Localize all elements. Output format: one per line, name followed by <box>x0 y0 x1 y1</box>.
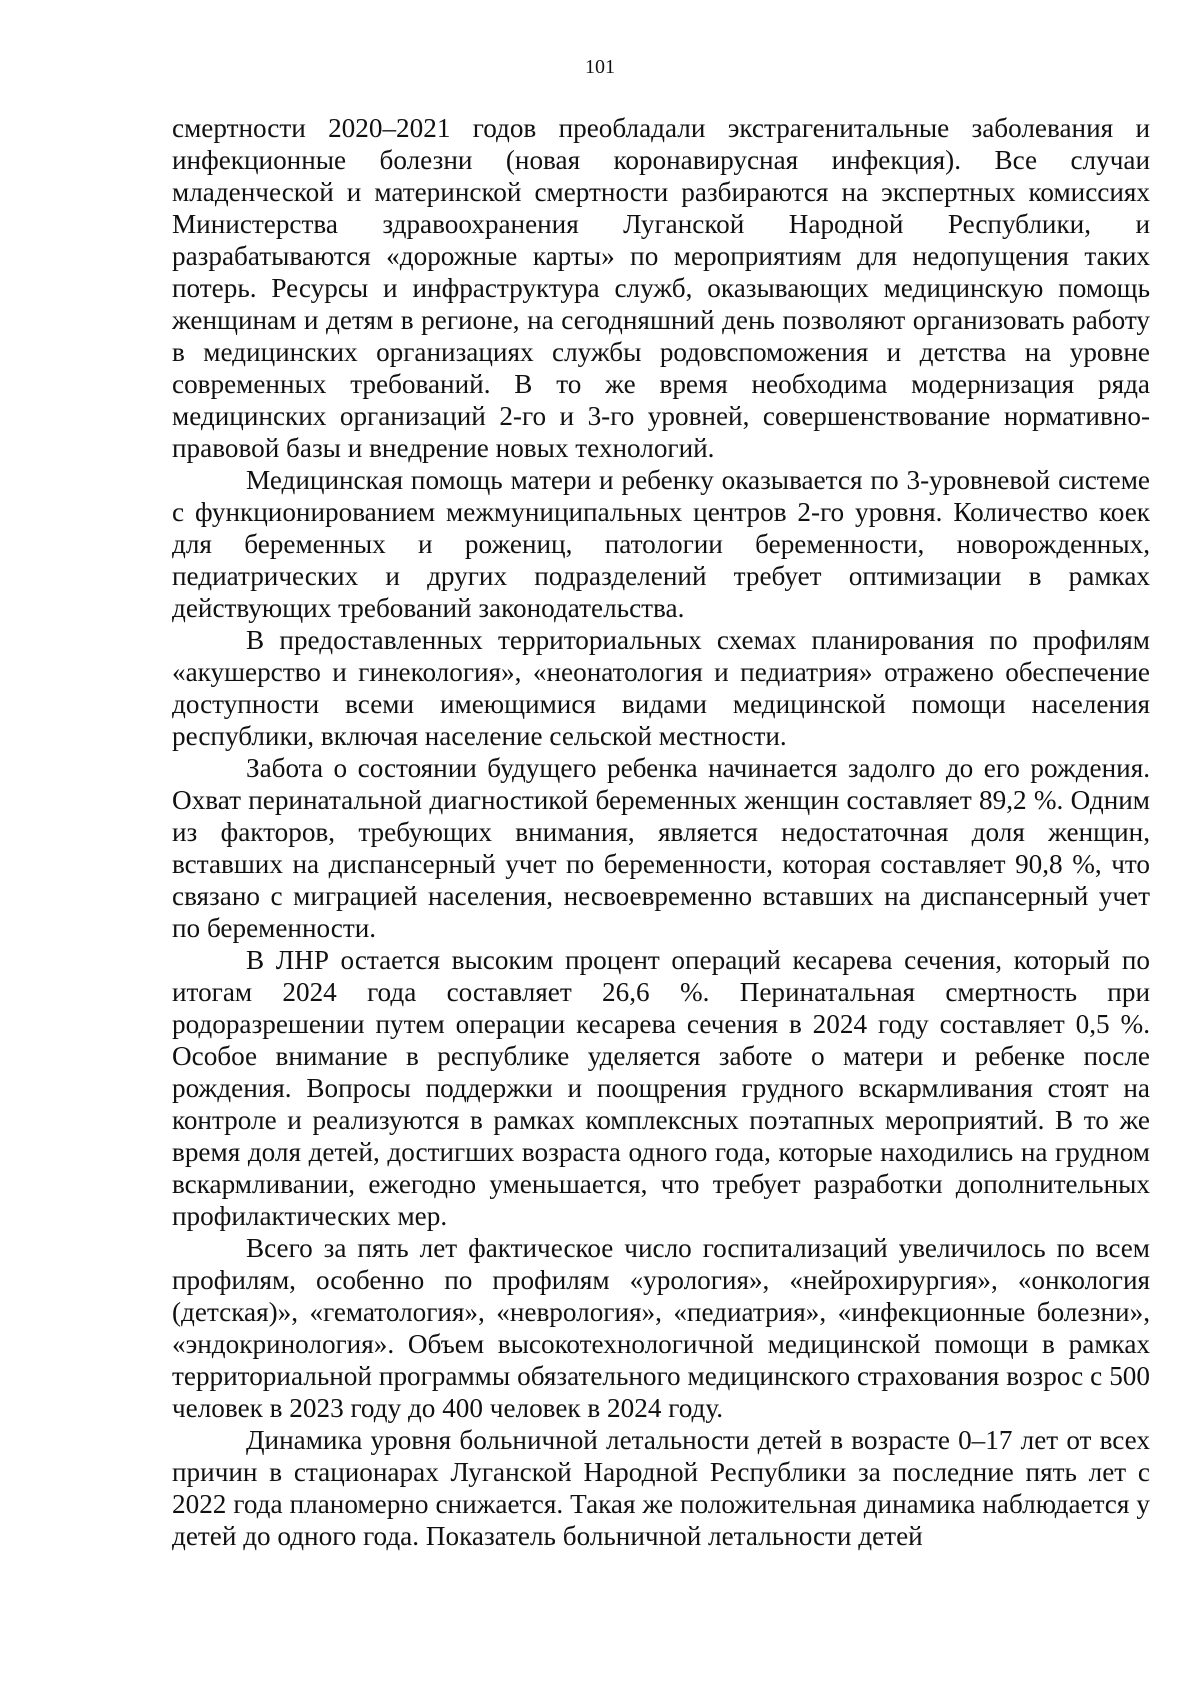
paragraph-5: В ЛНР остается высоким процент операций кесарева сечения, который по итогам 2024 года составляет 26,6 %. Перинатальная смертность при родоразрешении путем операции кесарева сечения в 2024 году составляет 0,5 %. Особое внимание в республике уделяется заботе о матери и ребенке после рождения. Вопросы поддержки и поощрения грудного вскармливания стоят на контроле и реализуются в рамках комплексных поэтапных мероприятий. В то же время доля детей, достигших возраста одного года, которые находились на грудном вскармливании, ежегодно уменьшается, что требует разработки дополнительных профилактических мер. <box>172 945 1150 1231</box>
paragraph-2: Медицинская помощь матери и ребенку оказывается по 3-уровневой системе с функционированием межмуниципальных центров 2-го уровня. Количество коек для беременных и рожениц, патологии беременности, новорожденных, педиатрических и других подразделений требует оптимизации в рамках действующих требований законодательства. <box>172 465 1150 623</box>
paragraph-7: Динамика уровня больничной летальности детей в возрасте 0–17 лет от всех причин в стационарах Луганской Народной Республики за последние пять лет с 2022 года планомерно снижается. Такая же положительная динамика наблюдается у детей до одного года. Показатель больничной летальности детей <box>172 1425 1150 1551</box>
paragraph-1: смертности 2020–2021 годов преобладали экстрагенитальные заболевания и инфекционные болезни (новая коронавирусная инфекция). Все случаи младенческой и материнской смертности разбираются на экспертных комиссиях Министерства здравоохранения Луганской Народной Республики, и разрабатываются «дорожные карты» по мероприятиям для недопущения таких потерь. Ресурсы и инфраструктура служб, оказывающих медицинскую помощь женщинам и детям в регионе, на сегодняшний день позволяют организовать работу в медицинских организациях службы родовспоможения и детства на уровне современных требований. В то же время необходима модернизация ряда медицинских организаций 2-го и 3-го уровней, совершенствование нормативно-правовой базы и внедрение новых технологий. <box>172 113 1150 463</box>
paragraph-3: В предоставленных территориальных схемах планирования по профилям «акушерство и гинекология», «неонатология и педиатрия» отражено обеспечение доступности всеми имеющимися видами медицинской помощи населения республики, включая население сельской местности. <box>172 625 1150 751</box>
paragraph-6: Всего за пять лет фактическое число госпитализаций увеличилось по всем профилям, особенно по профилям «урология», «нейрохирургия», «онкология (детская)», «гематология», «неврология», «педиатрия», «инфекционные болезни», «эндокринология». Объем высокотехнологичной медицинской помощи в рамках территориальной программы обязательного медицинского страхования возрос с 500 человек в 2023 году до 400 человек в 2024 году. <box>172 1233 1150 1423</box>
paragraph-4: Забота о состоянии будущего ребенка начинается задолго до его рождения. Охват перинатальной диагностикой беременных женщин составляет 89,2 %. Одним из факторов, требующих внимания, является недостаточная доля женщин, вставших на диспансерный учет по беременности, которая составляет 90,8 %, что связано с миграцией населения, несвоевременно вставших на диспансерный учет по беременности. <box>172 753 1150 943</box>
document-body <box>172 112 1150 1552</box>
page-number: 101 <box>585 56 615 78</box>
